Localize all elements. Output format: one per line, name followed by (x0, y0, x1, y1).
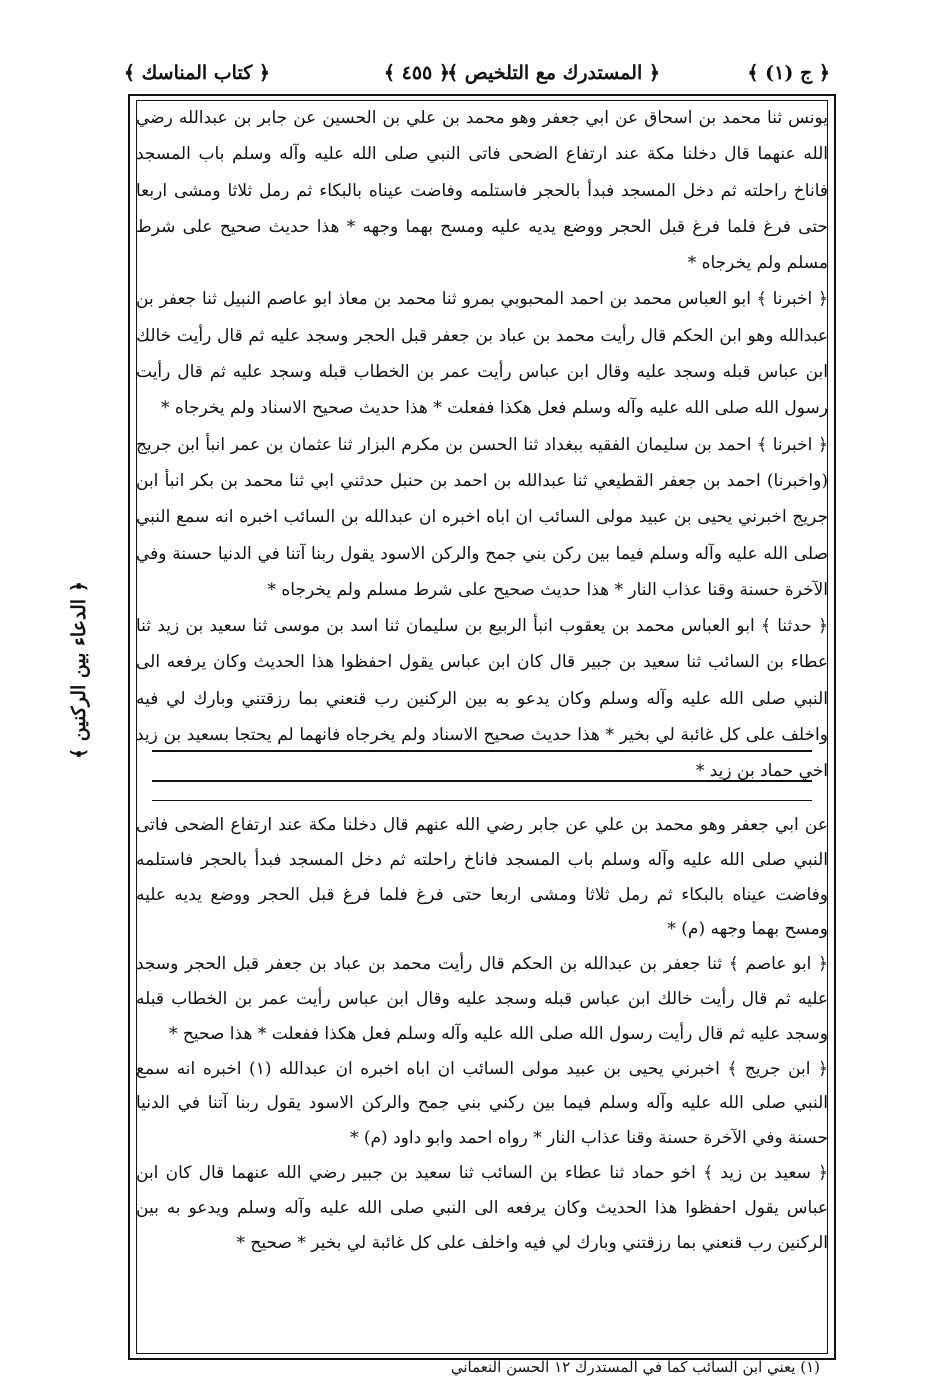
hadith-paragraph-2: ﴿ اخبرنا ﴾ ابو العباس محمد بن احمد المحبوبي بمرو ثنا محمد بن معاذ ابو عاصم النبيل ثنا جعفر بن عبدالله وهو ابن الحكم قال رأيت محمد بن عباد بن جعفر قبل الحجر وسجد عليه ثم قال رأيت خالك ابن عباس قبله وسجد عليه وقال ابن عباس رأيت عمر بن الخطاب قبله وسجد عليه ثم قال رأيت رسول الله صلى الله عليه وآله وسلم فعل هكذا ففعلت * هذا حديث صحيح الاسناد ولم يخرجاه * (136, 289, 828, 419)
main-text-block (136, 100, 828, 782)
talkhis-paragraph-1: عن ابي جعفر وهو محمد بن علي عن جابر رضي الله عنهم قال دخلنا مكة عند ارتفاع الضحى فاتى النبي صلى الله عليه وآله وسلم باب المسجد فاناخ راحلته ثم دخل المسجد فبدأ بالحجر فاستلمه وفاضت عيناه بالبكاء ثم رمل ثلاثا ومشى اربعا حتى فرغ فلما فرغ قبل الحجر ووضع يديه عليه ومسح بهما وجهه (م) * (136, 815, 828, 940)
source-title: ﴿ المستدرك مع التلخيص ﴾ (447, 62, 660, 84)
section-divider (152, 800, 812, 801)
marginal-heading: ﴿ الدعاء بين الركنين ﴾ (68, 581, 90, 759)
talkhis-paragraph-2: ﴿ ابو عاصم ﴾ ثنا جعفر بن عبدالله بن الحكم قال رأيت محمد بن عباد بن جعفر قبل الحجر وسجد عليه ثم قال رأيت خالك ابن عباس قبله وسجد عليه وقال ابن عباس رأيت عمر بن الخطاب قبله وسجد عليه ثم قال رأيت رسول الله صلى الله عليه وآله وسلم فعل هكذا ففعلت * هذا صحيح * (136, 954, 828, 1044)
section-divider (152, 780, 812, 782)
page-number: ﴿ ٤٥٥ ﴾ (383, 62, 450, 84)
footnote: (١) يعني ابن السائب كما في المستدرك ١٢ الحسن النعماني (450, 1358, 820, 1376)
volume-number: ﴿ ج (١) ﴾ (747, 62, 830, 84)
hadith-paragraph-4: ﴿ حدثنا ﴾ ابو العباس محمد بن يعقوب انبأ الربيع بن سليمان ثنا اسد بن موسى ثنا سعيد بن زيد ثنا عطاء بن السائب ثنا سعيد بن جبير قال كان ابن عباس يقول احفظوا هذا الحديث وكان يرفعه الى النبي صلى الله عليه وآله وسلم وكان يدعو به بين الركنين رب قنعني بما رزقتني وبارك لي فيه واخلف على كل غائبة لي بخير * هذا حديث صحيح الاسناد ولم يخرجاه فانهما لم يحتجا بسعيد بن زيد اخي حماد بن زيد * (136, 616, 828, 782)
hadith-paragraph-1: يونس ثنا محمد بن اسحاق عن ابي جعفر وهو محمد بن علي بن الحسين عن جابر بن عبدالله رضي الله عنهما قال دخلنا مكة عند ارتفاع الضحى فاتى النبي صلى الله عليه وآله وسلم باب المسجد فاناخ راحلته ثم دخل المسجد فبدأ بالحجر فاستلمه وفاضت عيناه بالبكاء ثم رمل ثلاثا ومشى اربعا حتى فرغ فلما فرغ قبل الحجر ووضع يديه عليه ومسح بهما وجهه * هذا حديث صحيح على شرط مسلم ولم يخرجاه * (136, 108, 828, 274)
page-header (123, 56, 830, 92)
book-title: ﴿ كتاب المناسك ﴾ (123, 62, 270, 84)
talkhis-paragraph-4: ﴿ سعيد بن زيد ﴾ اخو حماد ثنا عطاء بن السائب ثنا سعيد بن جبير رضي الله عنهما قال كان ابن عباس يقول احفظوا هذا الحديث وكان يرفعه الى النبي صلى الله عليه وآله وسلم ويدعو به بين الركنين رب قنعني بما رزقتني وبارك لي فيه واخلف على كل غائبة لي بخير * صحيح * (136, 1162, 828, 1253)
talkhis-paragraph-3: ﴿ ابن جريج ﴾ اخبرني يحيى بن عبيد مولى السائب ان اباه اخبره ان عبدالله (١) اخبره انه سمع النبي صلى الله عليه وآله وسلم فيما بين ركني بني جمح والركن الاسود يقول ربنا آتنا في الدنيا حسنة وفي الآخرة حسنة وقنا عذاب النار * رواه احمد وابو داود (م) * (136, 1058, 828, 1149)
section-divider (152, 750, 812, 752)
talkhis-text-block (136, 808, 828, 1328)
hadith-paragraph-3: ﴿ اخبرنا ﴾ احمد بن سليمان الفقيه ببغداد ثنا الحسن بن مكرم البزار ثنا عثمان بن عمر انبأ ابن جريج (واخبرنا) احمد بن جعفر القطيعي ثنا عبدالله بن احمد بن حنبل حدثني ابي ثنا محمد بن بكر انبأ ابن جريج اخبرني يحيى بن عبيد مولى السائب ان اباه اخبره ان عبدالله بن السائب اخبره انه سمع النبي صلى الله عليه وآله وسلم فيما بين ركن بني جمح والركن الاسود يقول ربنا آتنا في الدنيا حسنة وفي الآخرة حسنة وقنا عذاب النار * هذا حديث صحيح على شرط مسلم ولم يخرجاه * (136, 434, 828, 600)
